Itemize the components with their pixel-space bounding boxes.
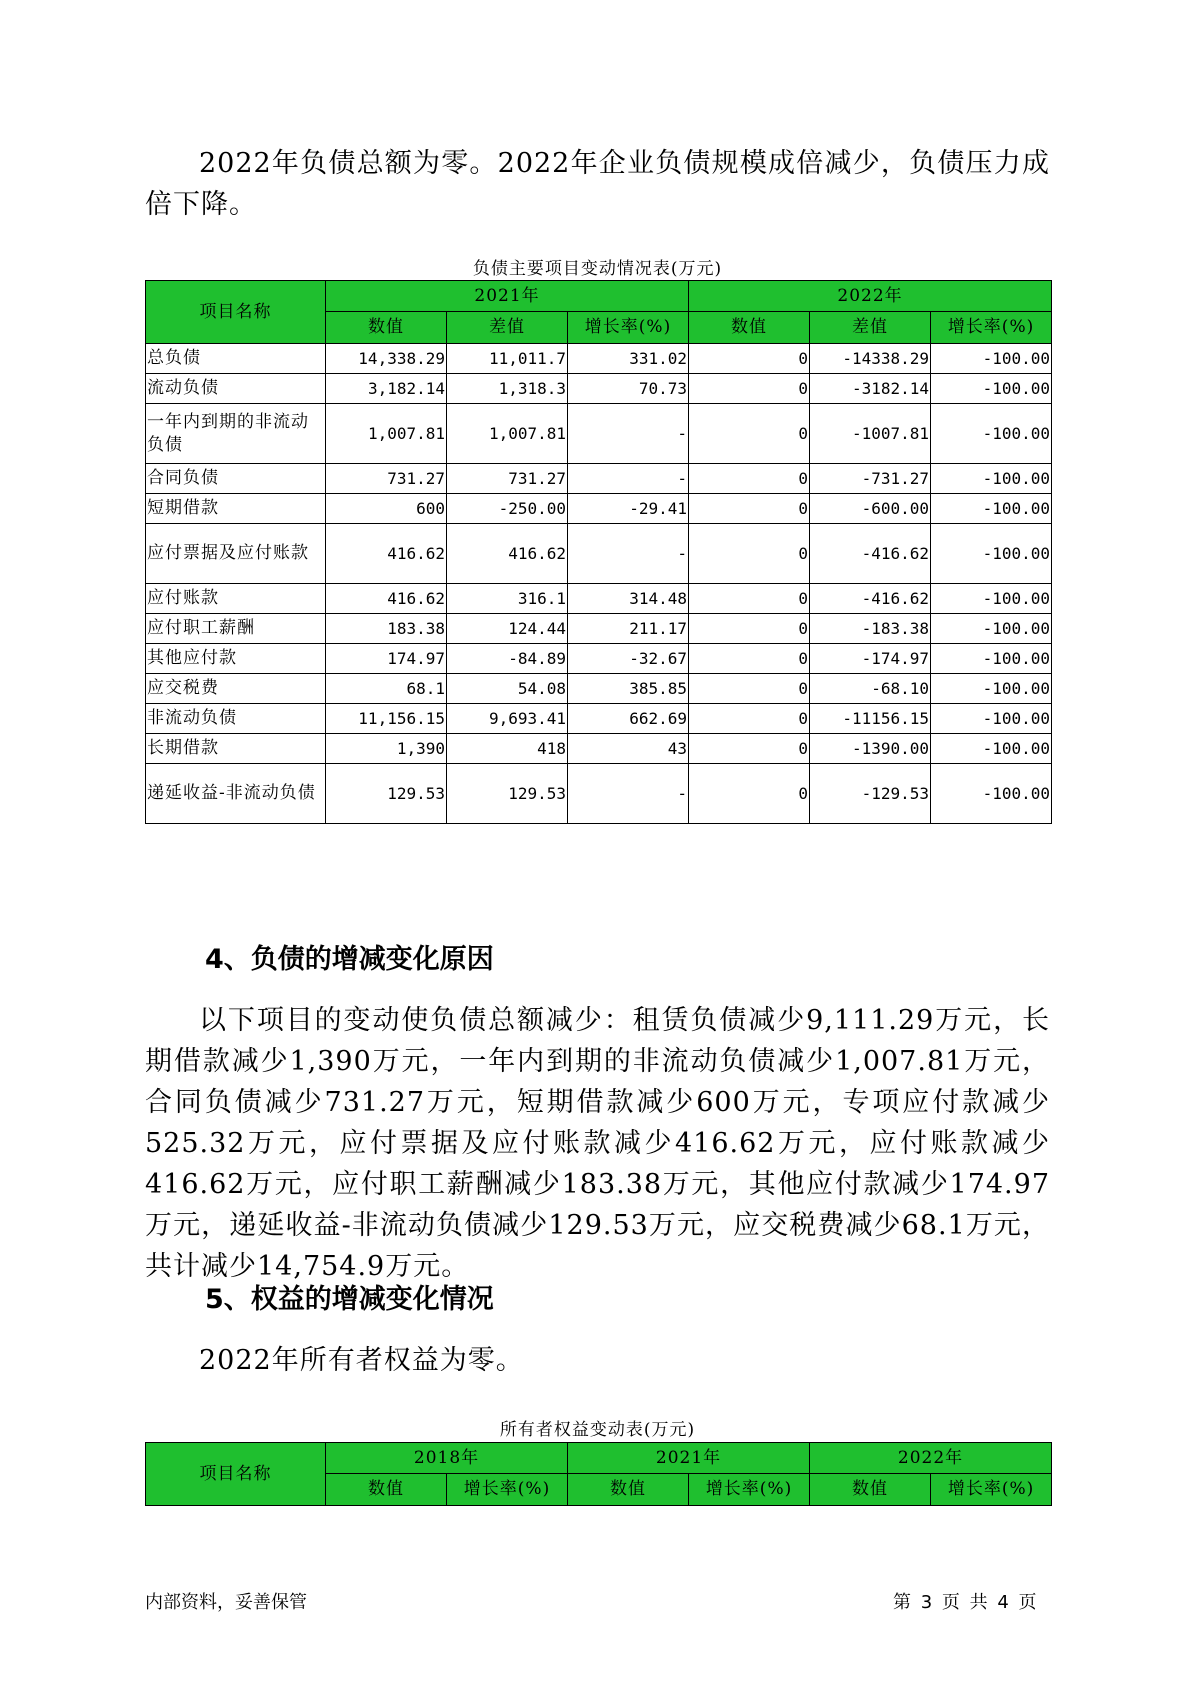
row-value-cell: -174.97 <box>810 644 931 674</box>
row-value-cell: 1,390 <box>326 734 447 764</box>
row-value-cell: 11,156.15 <box>326 704 447 734</box>
row-value-cell: 0 <box>689 344 810 374</box>
liability-table <box>145 280 1052 824</box>
table-row <box>146 524 1052 584</box>
row-value-cell: - <box>568 464 689 494</box>
row-value-cell: -100.00 <box>931 734 1052 764</box>
row-item-name: 应交税费 <box>146 674 326 704</box>
section4-paragraph: 以下项目的变动使负债总额减少：租赁负债减少9,111.29万元，长期借款减少1,390万元，一年内到期的非流动负债减少1,007.81万元，合同负债减少731.27万元，短期借款减少600万元，专项应付款减少525.32万元，应付票据及应付账款减少416.62万元，应付账款减少416.62万元，应付职工薪酬减少183.38万元，其他应付款减少174.97万元，递延收益-非流动负债减少129.53万元，应交税费减少68.1万元，共计减少14,754.9万元。 <box>145 1005 1050 1282</box>
row-value-cell: 416.62 <box>447 524 568 584</box>
row-item-name: 应付职工薪酬 <box>146 614 326 644</box>
row-value-cell: -129.53 <box>810 764 931 824</box>
table-row <box>146 584 1052 614</box>
equity-table <box>145 1442 1052 1506</box>
row-value-cell: 183.38 <box>326 614 447 644</box>
row-item-name: 短期借款 <box>146 494 326 524</box>
row-value-cell: 211.17 <box>568 614 689 644</box>
row-value-cell: 3,182.14 <box>326 374 447 404</box>
table-row <box>146 374 1052 404</box>
row-value-cell: -250.00 <box>447 494 568 524</box>
table-row <box>146 674 1052 704</box>
table-row <box>146 344 1052 374</box>
row-value-cell: 129.53 <box>326 764 447 824</box>
row-value-cell: 0 <box>689 644 810 674</box>
row-value-cell: 416.62 <box>326 584 447 614</box>
row-value-cell: -100.00 <box>931 704 1052 734</box>
sub-header: 数值 <box>810 1474 931 1506</box>
row-value-cell: 174.97 <box>326 644 447 674</box>
row-value-cell: 385.85 <box>568 674 689 704</box>
liability-table-caption: 负债主要项目变动情况表(万元) <box>472 259 723 279</box>
row-value-cell: 1,318.3 <box>447 374 568 404</box>
row-value-cell: - <box>568 524 689 584</box>
row-item-name: 非流动负债 <box>146 704 326 734</box>
row-value-cell: 11,011.7 <box>447 344 568 374</box>
row-value-cell: -100.00 <box>931 644 1052 674</box>
row-value-cell: -84.89 <box>447 644 568 674</box>
row-value-cell: -3182.14 <box>810 374 931 404</box>
section5-heading: 5、权益的增减变化情况 <box>205 1284 494 1315</box>
row-value-cell: -100.00 <box>931 344 1052 374</box>
sub-header: 增长率(%) <box>447 1474 568 1506</box>
table-row <box>146 704 1052 734</box>
table-row <box>146 464 1052 494</box>
row-value-cell: -100.00 <box>931 464 1052 494</box>
row-value-cell: 331.02 <box>568 344 689 374</box>
intro-paragraph: 2022年负债总额为零。2022年企业负债规模成倍减少，负债压力成倍下降。 <box>145 148 1050 220</box>
equity-table-caption: 所有者权益变动表(万元) <box>499 1420 696 1440</box>
sub-header: 差值 <box>447 312 568 344</box>
row-value-cell: 0 <box>689 734 810 764</box>
row-value-cell: 1,007.81 <box>326 404 447 464</box>
row-value-cell: -100.00 <box>931 404 1052 464</box>
year-header-2021: 2021年 <box>568 1443 810 1474</box>
row-value-cell: -100.00 <box>931 764 1052 824</box>
row-value-cell: -68.10 <box>810 674 931 704</box>
sub-header: 差值 <box>810 312 931 344</box>
row-value-cell: -100.00 <box>931 524 1052 584</box>
row-value-cell: -100.00 <box>931 494 1052 524</box>
section5-paragraph: 2022年所有者权益为零。 <box>199 1345 524 1376</box>
row-value-cell: 70.73 <box>568 374 689 404</box>
item-name-header: 项目名称 <box>146 281 326 344</box>
row-value-cell: 0 <box>689 524 810 584</box>
year-header-2022: 2022年 <box>810 1443 1052 1474</box>
row-item-name: 递延收益-非流动负债 <box>146 764 326 824</box>
row-value-cell: 68.1 <box>326 674 447 704</box>
row-item-name: 一年内到期的非流动负债 <box>146 404 326 464</box>
row-value-cell: 416.62 <box>326 524 447 584</box>
row-item-name: 应付票据及应付账款 <box>146 524 326 584</box>
row-value-cell: -100.00 <box>931 584 1052 614</box>
row-value-cell: 124.44 <box>447 614 568 644</box>
row-item-name: 应付账款 <box>146 584 326 614</box>
year-header-2022: 2022年 <box>689 281 1052 312</box>
row-value-cell: 9,693.41 <box>447 704 568 734</box>
item-name-header: 项目名称 <box>146 1443 326 1506</box>
row-value-cell: 0 <box>689 764 810 824</box>
row-value-cell: -100.00 <box>931 674 1052 704</box>
row-value-cell: 731.27 <box>326 464 447 494</box>
row-value-cell: 1,007.81 <box>447 404 568 464</box>
table-row <box>146 494 1052 524</box>
sub-header: 数值 <box>326 312 447 344</box>
row-value-cell: -416.62 <box>810 584 931 614</box>
row-value-cell: -100.00 <box>931 614 1052 644</box>
row-value-cell: 418 <box>447 734 568 764</box>
row-value-cell: -731.27 <box>810 464 931 494</box>
row-value-cell: 600 <box>326 494 447 524</box>
row-value-cell: 0 <box>689 494 810 524</box>
row-value-cell: -1007.81 <box>810 404 931 464</box>
row-value-cell: 54.08 <box>447 674 568 704</box>
sub-header: 数值 <box>568 1474 689 1506</box>
row-item-name: 总负债 <box>146 344 326 374</box>
row-value-cell: 129.53 <box>447 764 568 824</box>
sub-header: 数值 <box>689 312 810 344</box>
row-value-cell: 0 <box>689 374 810 404</box>
row-value-cell: 314.48 <box>568 584 689 614</box>
table-row <box>146 764 1052 824</box>
year-header-2018: 2018年 <box>326 1443 568 1474</box>
row-value-cell: -600.00 <box>810 494 931 524</box>
row-value-cell: 731.27 <box>447 464 568 494</box>
row-value-cell: -14338.29 <box>810 344 931 374</box>
row-value-cell: -11156.15 <box>810 704 931 734</box>
row-value-cell: -100.00 <box>931 374 1052 404</box>
table-row <box>146 404 1052 464</box>
table-row <box>146 644 1052 674</box>
row-value-cell: 0 <box>689 464 810 494</box>
row-value-cell: 316.1 <box>447 584 568 614</box>
row-value-cell: -29.41 <box>568 494 689 524</box>
row-value-cell: - <box>568 764 689 824</box>
row-value-cell: 0 <box>689 674 810 704</box>
row-value-cell: -183.38 <box>810 614 931 644</box>
row-value-cell: -416.62 <box>810 524 931 584</box>
row-value-cell: 0 <box>689 704 810 734</box>
sub-header: 数值 <box>326 1474 447 1506</box>
row-value-cell: 0 <box>689 404 810 464</box>
section4-heading: 4、负债的增减变化原因 <box>205 944 494 975</box>
row-value-cell: 43 <box>568 734 689 764</box>
sub-header: 增长率(%) <box>931 312 1052 344</box>
footer-confidential-note: 内部资料，妥善保管 <box>145 1592 307 1613</box>
year-header-2021: 2021年 <box>326 281 689 312</box>
sub-header: 增长率(%) <box>689 1474 810 1506</box>
row-value-cell: 662.69 <box>568 704 689 734</box>
row-value-cell: -1390.00 <box>810 734 931 764</box>
row-value-cell: -32.67 <box>568 644 689 674</box>
sub-header: 增长率(%) <box>931 1474 1052 1506</box>
row-item-name: 长期借款 <box>146 734 326 764</box>
row-item-name: 合同负债 <box>146 464 326 494</box>
row-value-cell: 14,338.29 <box>326 344 447 374</box>
table-row <box>146 614 1052 644</box>
row-item-name: 其他应付款 <box>146 644 326 674</box>
row-value-cell: - <box>568 404 689 464</box>
sub-header: 增长率(%) <box>568 312 689 344</box>
footer-page-number: 第 3 页 共 4 页 <box>893 1592 1037 1613</box>
table-row <box>146 734 1052 764</box>
row-value-cell: 0 <box>689 614 810 644</box>
row-item-name: 流动负债 <box>146 374 326 404</box>
row-value-cell: 0 <box>689 584 810 614</box>
